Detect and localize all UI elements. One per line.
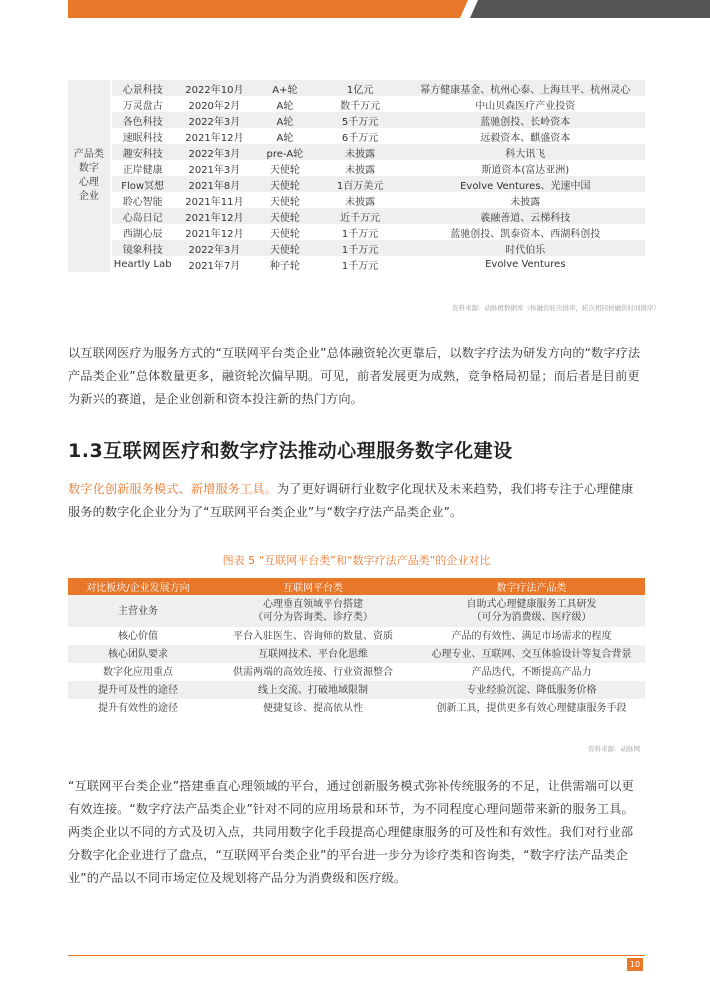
table-cell: 平台入驻医生、咨询师的数量、资质 (208, 627, 418, 645)
category-cell (68, 80, 111, 272)
paragraph-3: “互联网平台类企业”搭建垂直心理领域的平台，通过创新服务模式弥补传统服务的不足，让供需端可以更有效连接。“数字疗法产品类企业”针对不同的应用场景和环节，为不同程度心理问题带来新的服务工具。两类企业以不同的方式及切入点，共同用数字化手段提高心理健康服务的可及性和有效性。我们对行业部分数字化企业进行了盘点，“互联网平台类企业”的平台进一步分为诊疗类和咨询类，“数字疗法产品类企业”的产品以不同市场定位及规划将产品分为消费级和医疗级。 (68, 779, 634, 885)
table-cell: 未披露 (315, 192, 406, 208)
table-row (68, 681, 645, 699)
table-cell: 心理垂直领域平台搭建 （可分为咨询类、诊疗类） (208, 595, 418, 627)
table-cell: 趣安科技 (111, 144, 174, 160)
table-cell: A+轮 (255, 80, 314, 96)
table-cell: A轮 (255, 112, 314, 128)
table-row (68, 208, 645, 224)
table-cell: 幂方健康基金、杭州心泰、上海旦平、杭州灵心 (406, 80, 645, 96)
table-row (68, 663, 645, 681)
table-cell: A轮 (255, 128, 314, 144)
table-cell: 速眠科技 (111, 128, 174, 144)
table-cell: 心岛日记 (111, 208, 174, 224)
table-cell: 未披露 (315, 160, 406, 176)
table-row (68, 256, 645, 272)
table-cell: 斯道资本(富达亚洲) (406, 160, 645, 176)
source-note-1: 资料来源：动脉橙数据库（按融资轮次排序，轮次相同按融资时间排序） (452, 304, 660, 312)
table-cell: 未披露 (406, 192, 645, 208)
table-cell: 核心价值 (68, 627, 208, 645)
table-cell: 天使轮 (255, 192, 314, 208)
table-row (68, 627, 645, 645)
table-cell: 便捷复诊、提高依从性 (208, 699, 418, 717)
table-cell: 1千万元 (315, 224, 406, 240)
table-cell: Evolve Ventures、光速中国 (406, 176, 645, 192)
table-row (68, 128, 645, 144)
table-cell: 近千万元 (315, 208, 406, 224)
paragraph-2 (68, 478, 645, 524)
table-cell: 专业经验沉淀、降低服务价格 (418, 681, 645, 699)
table-row (68, 595, 645, 627)
table-cell: 种子轮 (255, 256, 314, 272)
category-label-line: 心理 (78, 177, 99, 188)
table-row (68, 192, 645, 208)
table-cell: 提升有效性的途径 (68, 699, 208, 717)
column-header: 对比板块/企业发展方向 (68, 578, 208, 595)
table-row (68, 176, 645, 192)
table-row (68, 160, 645, 176)
table-row (68, 112, 645, 128)
table-cell: 供需两端的高效连接、行业资源整合 (208, 663, 418, 681)
financing-table (68, 80, 645, 272)
table-cell: 蓝驰创投、凯泰资本、西湖科创投 (406, 224, 645, 240)
table-cell: 天使轮 (255, 208, 314, 224)
paragraph-2-text: 为了更好调研行业数字化现状及未来趋势，我们将专注于心理健康服务的数字化企业分为了“互联网平台类企业”与“数字疗法产品类企业”。 (68, 482, 634, 519)
table-cell: 2021年12月 (174, 128, 255, 144)
table-cell: 天使轮 (255, 240, 314, 256)
table-cell: 镜象科技 (111, 240, 174, 256)
table-cell: 天使轮 (255, 176, 314, 192)
table-cell: Heartly Lab (111, 256, 174, 272)
table-cell: 西湖心辰 (111, 224, 174, 240)
table-cell: 6千万元 (315, 128, 406, 144)
table-cell: 时代伯乐 (406, 240, 645, 256)
table-row (68, 240, 645, 256)
page-number: 10 (627, 958, 643, 971)
table-cell: 各色科技 (111, 112, 174, 128)
table-cell: 心景科技 (111, 80, 174, 96)
table-cell: 2022年3月 (174, 240, 255, 256)
table-cell: 2021年3月 (174, 160, 255, 176)
table-cell: 互联网技术、平台化思维 (208, 645, 418, 663)
comparison-table (68, 578, 645, 717)
table-cell: 1亿元 (315, 80, 406, 96)
table-cell: 万灵盘古 (111, 96, 174, 112)
section-heading: 1.3互联网医疗和数字疗法推动心理服务数字化建设 (68, 440, 513, 462)
table-row (68, 224, 645, 240)
category-label-line: 产品类 (73, 149, 104, 160)
table-cell: 远毅资本、麒盛资本 (406, 128, 645, 144)
table-cell: 2022年3月 (174, 112, 255, 128)
table-cell: 1千万元 (315, 240, 406, 256)
column-header: 数字疗法产品类 (418, 578, 645, 595)
table-cell: 2022年10月 (174, 80, 255, 96)
table-cell: Evolve Ventures (406, 256, 645, 272)
column-header: 互联网平台类 (208, 578, 418, 595)
table-cell: 聆心智能 (111, 192, 174, 208)
table-cell: 创新工具，提供更多有效心理健康服务手段 (418, 699, 645, 717)
figure-title: 图表 5 “互联网平台类”和“数字疗法产品类”的企业对比 (222, 554, 491, 567)
table-cell: A轮 (255, 96, 314, 112)
table-cell: 1百万美元 (315, 176, 406, 192)
table-cell: 2021年7月 (174, 256, 255, 272)
table-cell: 2021年11月 (174, 192, 255, 208)
top-decorative-bar (0, 0, 710, 18)
table-cell: 提升可及性的途径 (68, 681, 208, 699)
table-row (68, 144, 645, 160)
footer-line (68, 955, 645, 956)
table-cell: 正岸健康 (111, 160, 174, 176)
table-row (68, 80, 645, 96)
table-cell: 未披露 (315, 144, 406, 160)
table-cell: 核心团队要求 (68, 645, 208, 663)
table-cell: 线上交流、打破地域限制 (208, 681, 418, 699)
table-cell: 2021年8月 (174, 176, 255, 192)
source-note-2: 资料来源：动脉网 (588, 745, 640, 753)
table-cell: 蓝驰创投、长岭资本 (406, 112, 645, 128)
paragraph-2-highlight: 数字化创新服务模式、新增服务工具。 (68, 482, 277, 496)
table-cell: 5千万元 (315, 112, 406, 128)
table-cell: 2021年12月 (174, 208, 255, 224)
table-cell: 产品的有效性、满足市场需求的程度 (418, 627, 645, 645)
table-cell: 中山贝森医疗产业投资 (406, 96, 645, 112)
table-cell: 主营业务 (68, 595, 208, 627)
table-row (68, 96, 645, 112)
table-row (68, 699, 645, 717)
table-cell: 自助式心理健康服务工具研发 （可分为消费级、医疗级） (418, 595, 645, 627)
table-cell: 天使轮 (255, 160, 314, 176)
category-label-line: 企业 (78, 191, 99, 202)
table-cell: pre-A轮 (255, 144, 314, 160)
category-label-line: 数字 (78, 163, 99, 174)
table-cell: 1千万元 (315, 256, 406, 272)
table-cell: 产品迭代，不断提高产品力 (418, 663, 645, 681)
table-cell: 2020年2月 (174, 96, 255, 112)
table-cell: 数千万元 (315, 96, 406, 112)
table-cell: Flow冥想 (111, 176, 174, 192)
table-cell: 科大讯飞 (406, 144, 645, 160)
table-cell: 心理专业、互联网、交互体验设计等复合背景 (418, 645, 645, 663)
table-cell: 数字化应用重点 (68, 663, 208, 681)
paragraph-1: 以互联网医疗为服务方式的“互联网平台类企业”总体融资轮次更靠后，以数字疗法为研发方向的“数字疗法产品类企业”总体数量更多，融资轮次偏早期。可见，前者发展更为成熟，竞争格局初显；而后者是目前更为新兴的赛道，是企业创新和资本投注新的热门方向。 (68, 346, 641, 406)
table-cell: 2022年3月 (174, 144, 255, 160)
table-row (68, 645, 645, 663)
table-cell: 天使轮 (255, 224, 314, 240)
table-cell: 羲融善道、云梯科技 (406, 208, 645, 224)
table-cell: 2021年12月 (174, 224, 255, 240)
